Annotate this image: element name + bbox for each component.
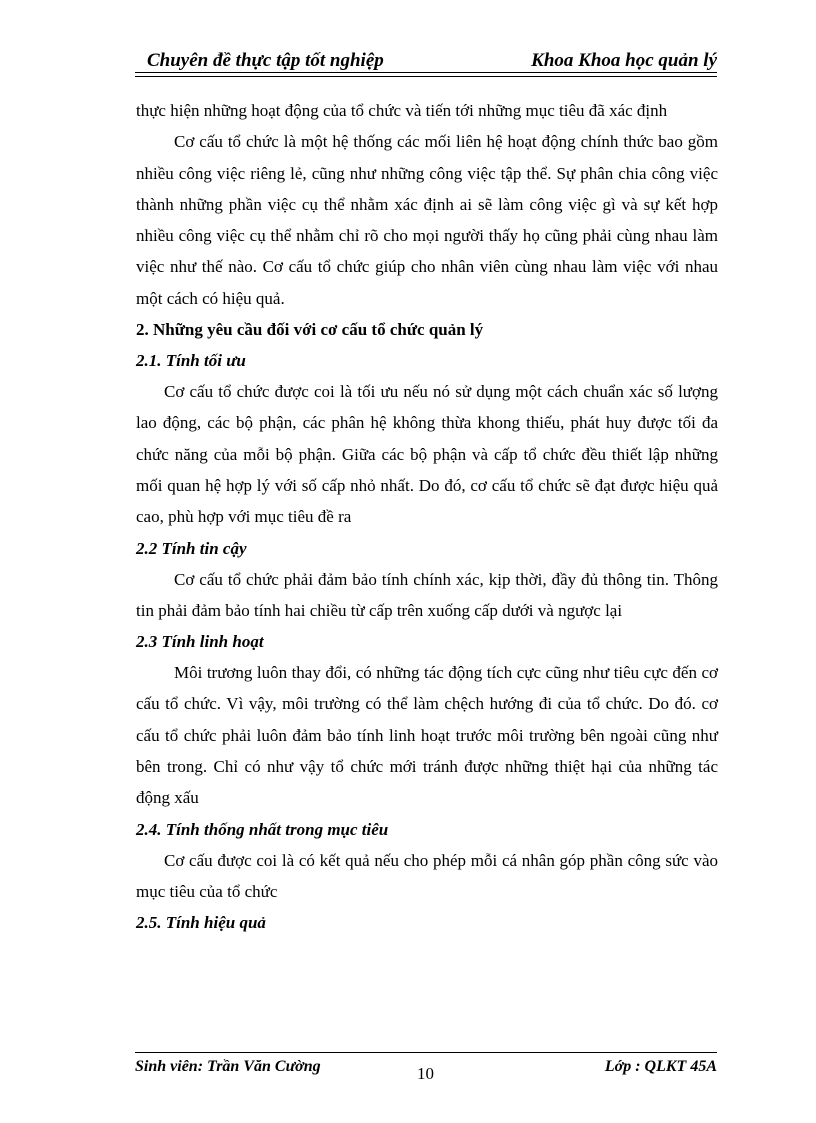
subsection-heading-2-2: 2.2 Tính tin cậy [136,538,247,558]
paragraph-definition: Cơ cấu tổ chức là một hệ thống các mối liên hệ hoạt động chính thức bao gồm nhiều công việc riêng lẻ, cũng như những công việc tập thể. Sự phân chia công việc thành những phần việc cụ thể nhằm xác định ai sẽ làm công việc gì và sự kết hợp nhiều công việc cụ thể nhằm chỉ rõ cho mọi người thấy họ cũng phải cùng nhau làm việc như thế nào. Cơ cấu tổ chức giúp cho nhân viên cùng nhau làm việc với nhau một cách có hiệu quả. [136,132,718,308]
paragraph-flexibility: Môi trương luôn thay đổi, có những tác động tích cực cũng như tiêu cực đến cơ cấu tổ chức. Vì vậy, môi trường có thể làm chệch hướng đi của tổ chức. Do đó. cơ cấu tổ chức phải luôn đảm bảo tính linh hoạt trước môi trường bên ngoài cũng như bên trong. Chỉ có như vậy tổ chức mới tránh được những thiệt hại của những tác động xấu [136,663,718,808]
paragraph-reliability: Cơ cấu tổ chức phải đảm bảo tính chính xác, kịp thời, đầy đủ thông tin. Thông tin phải đảm bảo tính hai chiều từ cấp trên xuống cấp dưới và ngược lại [136,569,718,620]
subsection-heading-2-4: 2.4. Tính thống nhất trong mục tiêu [136,819,389,839]
header-title: Chuyên đề thực tập tốt nghiệp [147,50,384,71]
header-divider [135,72,717,77]
section-heading: 2. Những yêu cầu đối với cơ cấu tổ chức quản lý [136,320,484,340]
subsection-heading-2-1: 2.1. Tính tối ưu [136,351,246,371]
paragraph-optimality: Cơ cấu tổ chức được coi là tối ưu nếu nó sử dụng một cách chuẩn xác số lượng lao động, các bộ phận, các phân hệ không thừa khong thiếu, phát huy được tối đa chức năng của mỗi bộ phận. Giữa các bộ phận và cấp tổ chức đều thiết lập những mối quan hệ hợp lý với số cấp nhỏ nhất. Do đó, cơ cấu tổ chức sẽ đạt được hiệu quả cao, phù hợp với mục tiêu đề ra [136,382,718,527]
page-header [135,44,717,84]
footer-divider [135,1052,717,1053]
page-number: 10 [417,1064,434,1083]
page-footer [135,1052,717,1092]
footer-student: Sinh viên: Trần Văn Cường [135,1058,321,1075]
header-department: Khoa Khoa học quản lý [531,50,717,71]
footer-class: Lớp : QLKT 45A [604,1058,717,1075]
paragraph-continuation: thực hiện những hoạt động của tổ chức và tiến tới những mục tiêu đã xác định [136,101,668,120]
subsection-heading-2-3: 2.3 Tính linh hoạt [136,632,264,652]
page-body [136,95,718,938]
paragraph-unity: Cơ cấu được coi là có kết quả nếu cho phép mỗi cá nhân góp phần công sức vào mục tiêu của tổ chức [136,850,718,901]
subsection-heading-2-5: 2.5. Tính hiệu quả [136,913,266,933]
